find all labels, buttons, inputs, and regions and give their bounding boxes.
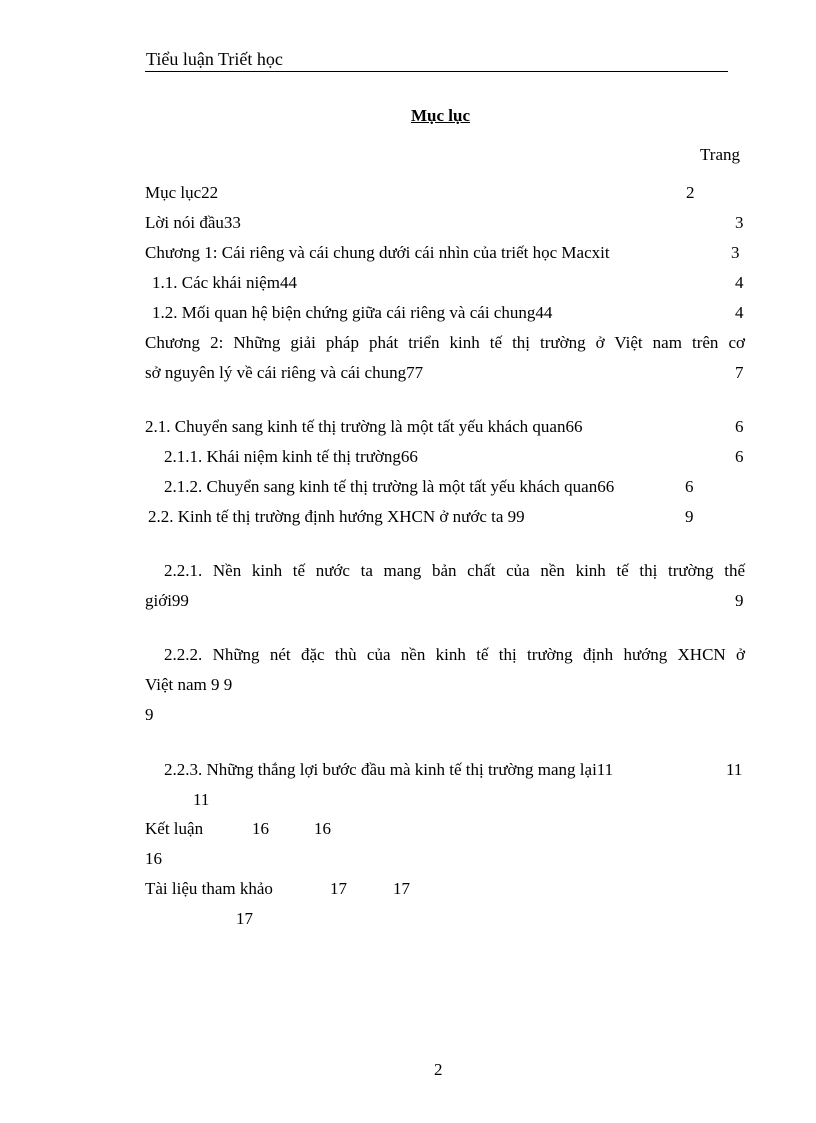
toc-entry-page: 2 [686,183,695,202]
toc-title: Mục lục [411,106,471,125]
toc-entry-page-repeat: 17 [236,909,253,928]
toc-entry-text: 2.1.1. Khái niệm kinh tế thị trường66 [164,447,418,466]
toc-entry-page: 17 [330,879,347,898]
page-column-label: Trang [700,145,740,164]
toc-entry-text-line1: Chương 2: Những giải pháp phát triển kinh tế thị trường ở Việt nam trên cơ [145,333,745,352]
toc-entry-page: 4 [735,273,744,292]
toc-entry-page: 9 [145,705,154,724]
toc-entry-page: 16 [252,819,269,838]
toc-entry-page-repeat: 16 [145,849,162,868]
toc-entry-text: Lời nói đầu33 [145,213,241,232]
toc-entry-page-repeat: 16 [314,819,331,838]
toc-entry-text: Chương 1: Cái riêng và cái chung dưới cái nhìn của triết học Macxit [145,243,610,262]
toc-entry-text-line2: Việt nam 9 9 [145,675,233,694]
toc-entry-text-line1: 2.2.2. Những nét đặc thù của nền kinh tế thị trường định hướng XHCN ở [164,645,745,664]
toc-entry-text: 2.2. Kinh tế thị trường định hướng XHCN ở nước ta 99 [148,507,525,526]
toc-entry-page-repeat: 11 [193,790,210,809]
toc-entry-text: 1.2. Mối quan hệ biện chứng giữa cái riêng và cái chung44 [152,303,553,322]
toc-entry-page: 6 [735,417,744,436]
toc-entry-page: 6 [735,447,744,466]
toc-entry-text: 2.1. Chuyển sang kinh tế thị trường là một tất yếu khách quan66 [145,417,583,436]
toc-entry-text-line2: giới99 [145,591,189,610]
toc-entry-text: 2.1.2. Chuyển sang kinh tế thị trường là một tất yếu khách quan66 [164,477,615,496]
toc-entry-page: 4 [735,303,744,322]
toc-entry-text: 1.1. Các khái niệm44 [152,273,297,292]
toc-entry-page: 3 [731,243,740,262]
toc-entry-text: Tài liệu tham khảo [145,879,273,898]
toc-entry-page: 9 [685,507,694,526]
header-divider [145,71,728,72]
page-number: 2 [434,1060,443,1079]
toc-entry-page: 3 [735,213,744,232]
toc-entry-page: 11 [726,760,743,779]
toc-entry-text: Kết luận [145,819,204,838]
toc-entry-page: 7 [735,363,744,382]
toc-entry-page: 6 [685,477,694,496]
running-header: Tiểu luận Triết học [146,49,283,69]
toc-entry-text-line2: sở nguyên lý về cái riêng và cái chung77 [145,363,424,382]
toc-entry-text-line1: 2.2.1. Nền kinh tế nước ta mang bản chất của nền kinh tế thị trường thế [164,561,745,580]
toc-entry-text: 2.2.3. Những thắng lợi bước đầu mà kinh tế thị trường mang lại11 [164,760,614,779]
toc-entry-page-repeat: 17 [393,879,410,898]
toc-entry-page: 9 [735,591,744,610]
toc-entry-text: Mục lục22 [145,183,219,202]
